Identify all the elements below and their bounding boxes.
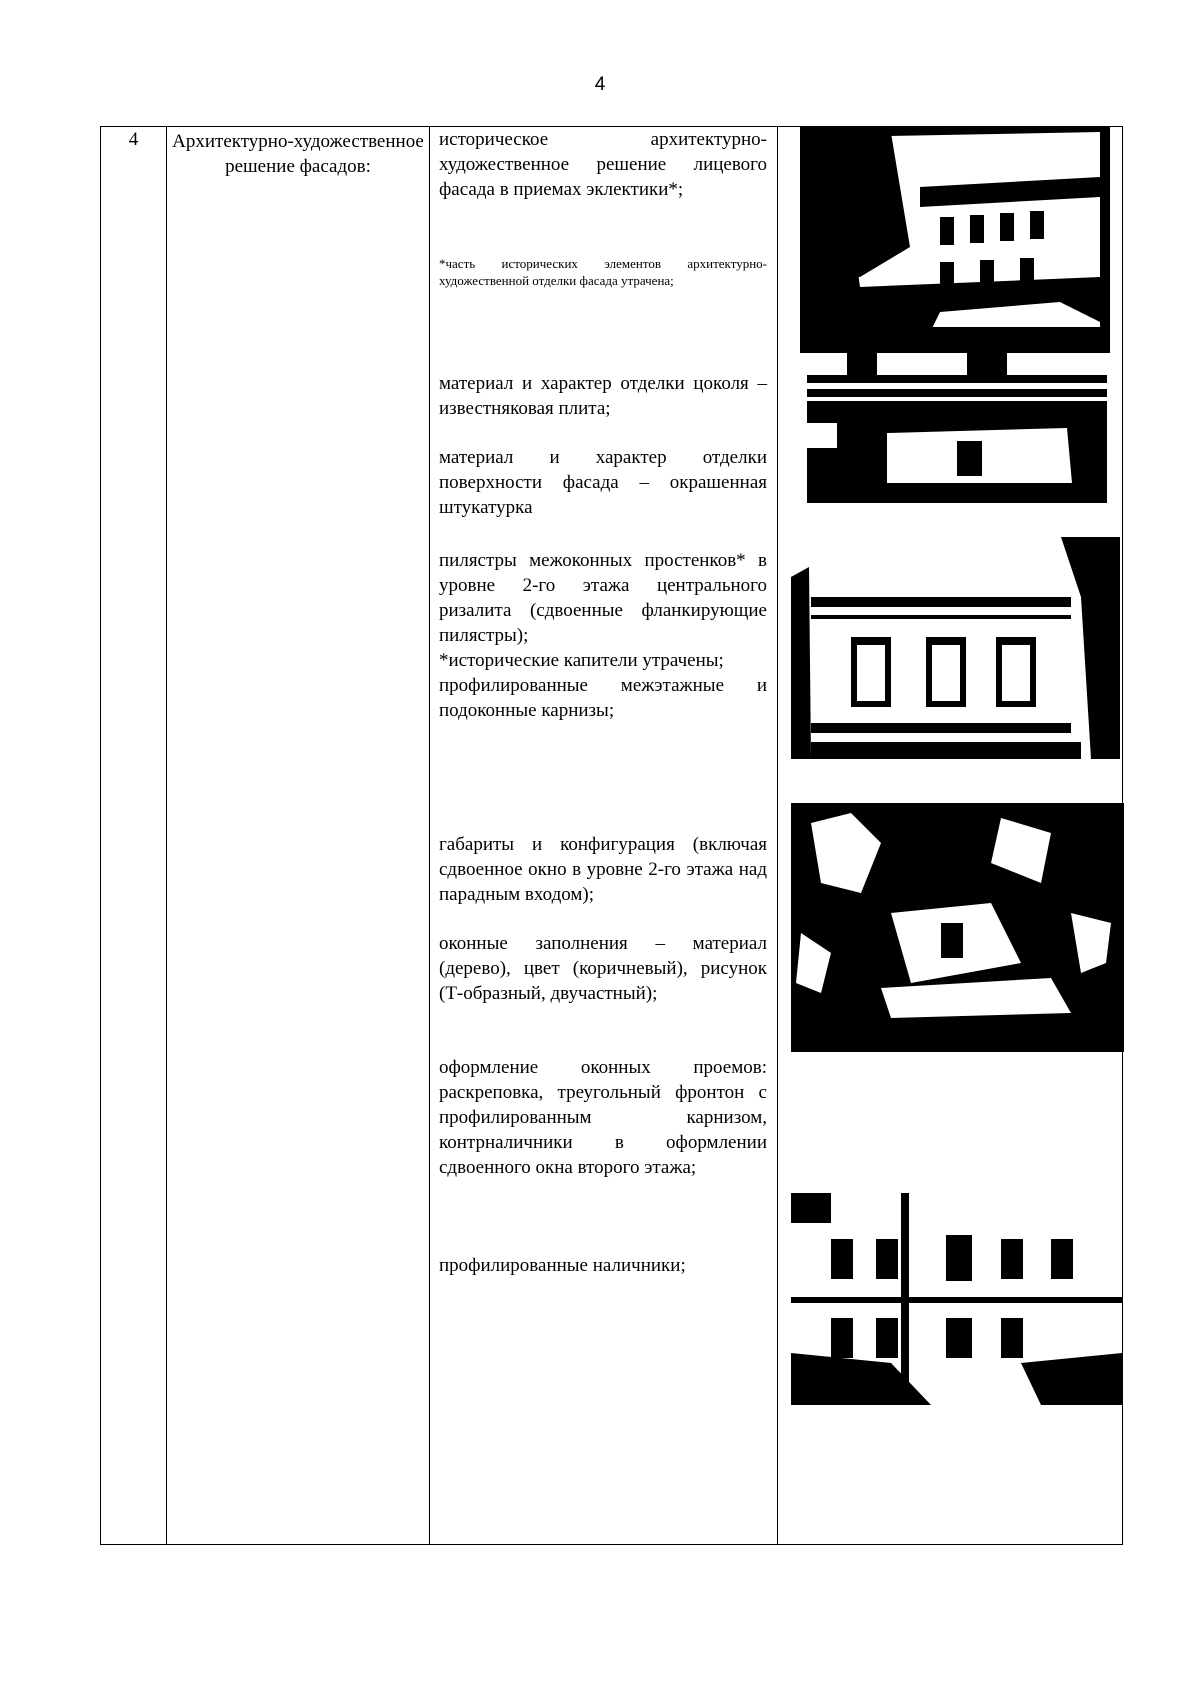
facade-photo [800, 127, 1110, 353]
text-block [439, 1253, 767, 1278]
document-table [100, 126, 1123, 1545]
text-block [439, 832, 767, 907]
row-number: 4 [128, 129, 139, 150]
text-block-paragraph: историческое архитектурно-художественное решение лицевого фасада в приемах эклектики*; [439, 129, 767, 200]
text-block [439, 127, 767, 202]
column-divider [777, 127, 778, 1544]
text-block [439, 548, 767, 723]
text-block-paragraph: профилированные межэтажные и подоконные карнизы; [439, 675, 767, 721]
window-surrounds-photo [791, 1193, 1122, 1405]
row-subject: Архитектурно-художественное решение фасадов: [172, 131, 424, 177]
column-divider [166, 127, 167, 1544]
footnote [439, 255, 767, 289]
text-block-paragraph: *исторические капители утрачены; [439, 650, 724, 671]
text-block-paragraph: габариты и конфигурация (включая сдвоенное окно в уровне 2-го этажа над парадным входом); [439, 834, 767, 905]
text-block-paragraph: оформление оконных проемов: раскреповка, треугольный фронтон с профилированным карнизом, контрналичники в оформлении сдвоенного окна второго этажа; [439, 1057, 767, 1178]
page-number: 4 [594, 74, 606, 95]
text-block [439, 371, 767, 421]
text-block [439, 931, 767, 1006]
column-divider [429, 127, 430, 1544]
text-block [439, 445, 767, 520]
text-block-paragraph: материал и характер отделки поверхности фасада – окрашенная штукатурка [439, 447, 767, 518]
text-block-paragraph: профилированные наличники; [439, 1255, 686, 1276]
pilasters-photo [791, 537, 1120, 759]
text-block [439, 1055, 767, 1180]
windows-photo [791, 803, 1124, 1052]
text-block-paragraph: материал и характер отделки цоколя – известняковая плита; [439, 373, 767, 419]
text-block-paragraph: оконные заполнения – материал (дерево), цвет (коричневый), рисунок (Т-образный, двучастный); [439, 933, 767, 1004]
plinth-photo [807, 353, 1107, 503]
footnote-text: *часть исторических элементов архитектурно-художественной отделки фасада утрачена; [439, 256, 767, 288]
text-block-paragraph: пилястры межоконных простенков* в уровне 2-го этажа центрального ризалита (сдвоенные фланкирующие пилястры); [439, 550, 767, 646]
